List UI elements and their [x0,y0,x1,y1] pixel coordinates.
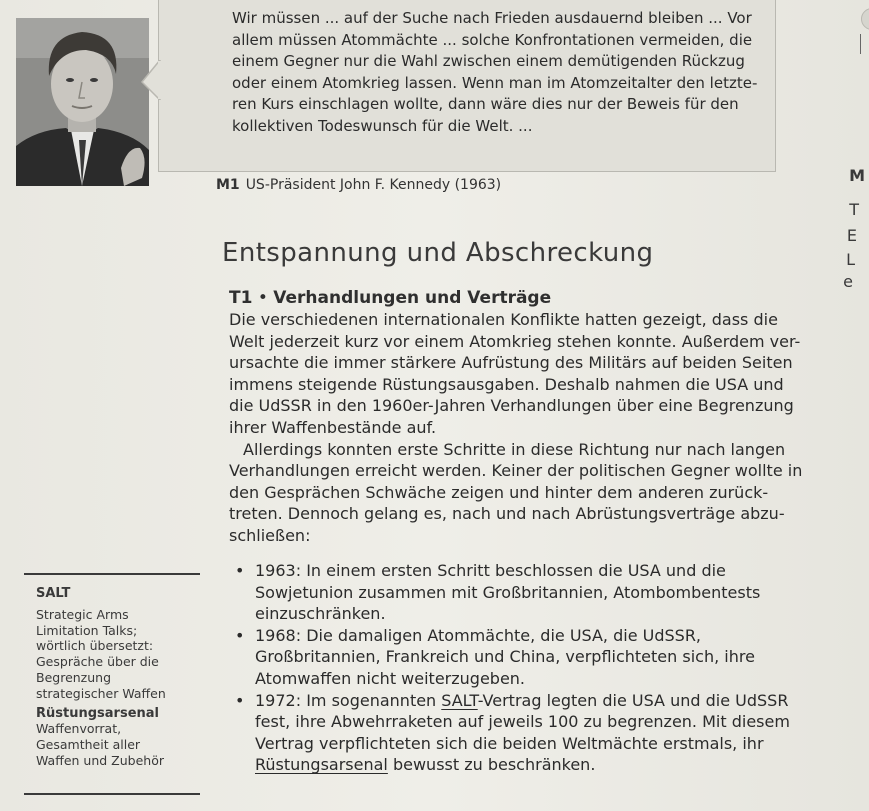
glossary-term: Rüstungsarsenal [36,705,159,721]
treaty-list [231,560,801,776]
bullet-icon: • [235,561,245,580]
quote-line: einem Gegner nur die Wahl zwischen einem demütigenden Rückzug [232,52,745,70]
list-line: 1968: Die damaligen Atommächte, die USA, die UdSSR, [255,625,702,645]
paragraph-line: Welt jederzeit kurz vor einem Atomkrieg stehen konnte. Außerdem ver- [229,331,801,351]
quote-line: allem müssen Atommächte ... solche Konfrontationen vermeiden, die [232,30,753,49]
section-heading [229,288,551,308]
bullet-icon: • [235,625,245,645]
list-line: -Vertrag legten die USA und die UdSSR [477,690,789,710]
paragraph-line: Verhandlungen erreicht werden. Keiner der politischen Gegner wollte in [229,461,803,481]
speech-bubble-tail-icon [141,60,161,100]
page-title: Entspannung und Abschreckung [222,238,654,268]
salt-term-link: SALT [441,690,478,710]
paragraph-line: Allerdings konnten erste Schritte in diese Richtung nur nach langen [243,439,786,459]
list-line: fest, ihre Abwehrraketen auf jeweils 100 zu begrenzen. Mit diesem [255,712,790,732]
kennedy-portrait-photo [16,18,149,186]
edge-letter: E [846,226,857,245]
list-item [231,625,801,647]
quote-line: ren Kurs einschlagen wollte, dann wäre dies nur der Beweis für den [232,95,739,113]
glossary-definition: Gesamtheit aller [36,737,141,753]
caption-label: M1 [216,177,240,193]
edge-mark [860,34,861,54]
paragraph-line: ihrer Waffenbestände auf. [229,417,437,437]
list-line [231,754,801,776]
list-item [231,560,801,582]
glossary [36,584,216,769]
right-edge-column [839,0,869,811]
list-line: Vertrag verpflichteten sich die beiden Weltmächte erstmals, ihr [255,733,764,753]
list-line: 1963: In einem ersten Schritt beschlossen die USA und die [255,561,726,580]
list-line-end: bewusst zu beschränken. [387,755,596,775]
body-text [229,309,803,547]
glossary-definition: Strategic Arms [36,606,129,622]
list-line: Großbritannien, Frankreich und China, verpflichteten sich, ihre [255,647,755,667]
portrait-illustration-icon [16,18,149,186]
paragraph-line: Die verschiedenen internationalen Konflikte hatten gezeigt, dass die [229,310,778,329]
list-line: einzuschränken. [255,604,386,624]
edge-letter: T [849,200,859,219]
edge-letter: e [843,272,853,291]
glossary-definition: Begrenzung [36,669,112,685]
edge-letter: M [849,166,865,185]
quote-line: oder einem Atomkrieg lassen. Wenn man im Atomzeitalter den letzte- [232,73,758,92]
edge-letter: L [846,250,855,269]
section-number: T1 [229,288,253,308]
glossary-definition: strategischer Waffen [36,685,166,701]
caption-text: US-Präsident John F. Kennedy (1963) [245,177,502,193]
section-title: Verhandlungen und Verträge [273,288,552,308]
paragraph-line: immens steigende Rüstungsausgaben. Deshalb nahmen die USA und [229,374,784,394]
ruestungsarsenal-term-link: Rüstungsarsenal [255,755,388,775]
glossary-definition: Gespräche über die [36,654,159,670]
paragraph-line: die UdSSR in den 1960er-Jahren Verhandlungen über eine Begrenzung [229,396,794,416]
paragraph-line: treten. Dennoch gelang es, nach und nach Abrüstungsverträge abzu- [229,504,785,524]
paragraph-line: schließen: [229,525,311,545]
bullet-icon: • [235,690,245,710]
list-line: Sowjetunion zusammen mit Großbritannien, Atombombentests [255,582,761,602]
quote-line: kollektiven Todeswunsch für die Welt. ... [232,116,533,135]
paragraph-line: ursachte die immer stärkere Aufrüstung des Militärs auf beiden Seiten [229,353,793,373]
page-tab-icon [861,8,869,30]
section-bullet-icon: • [257,288,268,308]
list-item [231,690,801,712]
glossary-definition: wörtlich übersetzt: [36,638,154,654]
list-line: Atomwaffen nicht weiterzugeben. [255,668,526,688]
paragraph-line: den Gesprächen Schwäche zeigen und hinter dem anderen zurück- [229,482,769,502]
kennedy-quote [232,8,772,137]
glossary-definition: Limitation Talks; [36,622,138,638]
glossary-definition: Waffen und Zubehör [36,752,164,768]
glossary-term: SALT [36,586,71,601]
photo-caption [216,177,501,193]
glossary-bottom-rule [24,793,200,795]
quote-line: Wir müssen ... auf der Suche nach Frieden ausdauernd bleiben ... Vor [232,9,752,27]
glossary-top-rule [24,573,200,575]
glossary-definition: Waffenvorrat, [36,721,122,737]
list-line: 1972: Im sogenannten [255,690,442,710]
